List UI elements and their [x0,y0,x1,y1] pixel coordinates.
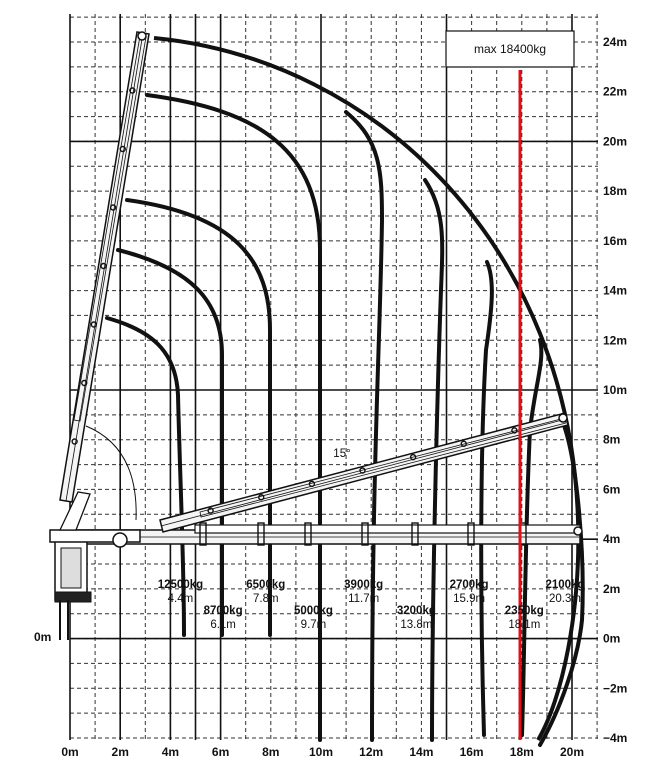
capacity-load-label: 5000kg [293,605,333,617]
capacity-reach-label: 7.8m [252,593,279,605]
left-zero-label: 0m [34,630,52,644]
capacity-reach-label: 4.4m [167,593,194,605]
y-tick-label: 12m [603,333,628,348]
max-label-box [446,31,574,67]
x-tick-label: 8m [262,745,280,759]
capacity-load-label: 2100kg [545,579,585,591]
x-tick-label: 4m [161,745,180,759]
capacity-curve-11-7m [346,112,382,740]
y-tick-label: 14m [603,283,628,298]
y-tick-label: 8m [603,432,621,447]
capacity-load-label: 12500kg [157,579,204,591]
y-tick-label: 22m [603,84,628,99]
horizontal-boom [70,523,582,545]
x-tick-label: 0m [61,745,79,759]
capacity-load-label: 2350kg [504,605,544,617]
y-tick-label: 2m [603,581,621,596]
x-tick-label: 14m [409,745,434,759]
max-label: max 18400kg [473,42,547,56]
capacity-reach-label: 13.8m [400,619,433,631]
x-tick-label: 16m [459,745,484,759]
outer-envelope-curve [154,38,578,740]
capacity-load-label: 8700kg [203,605,243,617]
capacity-reach-label: 18.1m [508,619,541,631]
capacity-reach-label: 6.1m [210,619,236,631]
y-tick-label: 24m [603,35,628,49]
y-tick-label: 20m [603,134,628,149]
capacity-load-label: 3200kg [396,605,436,617]
x-tick-label: 18m [509,745,534,759]
x-axis-ticks [61,745,584,759]
y-tick-label: −2m [603,681,628,696]
capacity-load-label: 3900kg [344,579,384,591]
capacity-load-label: 2700kg [449,579,489,591]
capacity-reach-label: 11.7m [348,593,380,605]
capacity-curve-15-9m [481,262,492,735]
x-tick-label: 6m [211,745,230,759]
y-tick-label: 10m [603,383,628,397]
y-axis-ticks [603,35,627,745]
x-tick-label: 2m [111,745,129,759]
capacity-curve-9-7m [147,95,320,740]
y-tick-label: 6m [603,482,621,497]
y-tick-label: 16m [603,233,628,248]
x-tick-label: 12m [359,745,384,759]
x-tick-label: 20m [559,745,585,759]
angle-label: 15° [333,448,351,460]
vertical-boom [60,32,149,502]
capacity-load-label: 6500kg [246,579,286,591]
capacity-reach-label: 9.7m [300,619,327,631]
y-tick-label: 0m [603,631,621,646]
capacity-curves [107,95,583,745]
y-tick-label: 18m [603,184,628,199]
y-tick-label: −4m [603,731,628,745]
capacity-reach-label: 20.3m [549,593,581,605]
x-tick-label: 10m [308,745,334,759]
y-tick-label: 4m [603,532,621,547]
capacity-reach-label: 15.9m [453,593,486,605]
